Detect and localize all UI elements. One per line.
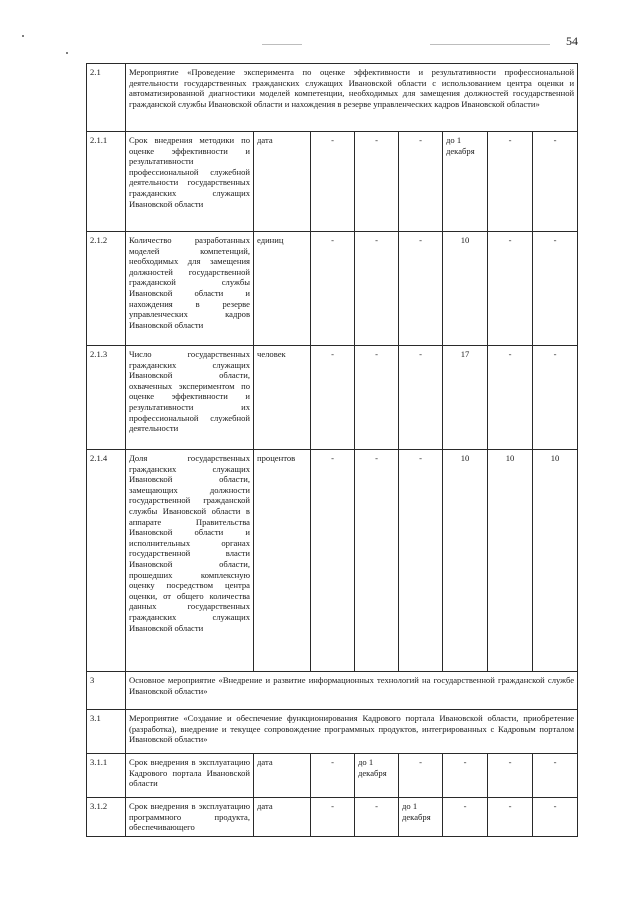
row-number: 2.1.2: [87, 232, 126, 346]
value-cell: -: [355, 450, 399, 672]
value-cell: 10: [488, 450, 533, 672]
value-cell: до 1 декабря: [399, 798, 443, 837]
section-text: Основное мероприятие «Внедрение и развитие информационных технологий на государственной гражданской службе Ивановской области»: [126, 672, 578, 710]
value-cell: -: [488, 346, 533, 450]
value-cell: до 1 декабря: [355, 754, 399, 798]
row-number: 3.1.2: [87, 798, 126, 837]
value-cell: -: [355, 132, 399, 232]
table-row-2-1-1: [87, 132, 578, 232]
table-row-2-1-2: [87, 232, 578, 346]
value-cell: -: [311, 450, 355, 672]
value-cell: -: [443, 754, 488, 798]
indicators-table: [86, 63, 578, 837]
value-cell: -: [399, 346, 443, 450]
table-row-3-1: [87, 710, 578, 754]
table-row-3: [87, 672, 578, 710]
value-cell: 17: [443, 346, 488, 450]
value-cell: -: [488, 754, 533, 798]
value-cell: -: [399, 132, 443, 232]
unit-cell: дата: [254, 132, 311, 232]
scan-dot: [66, 52, 68, 54]
value-cell: -: [311, 754, 355, 798]
value-cell: -: [399, 754, 443, 798]
value-cell: 10: [443, 232, 488, 346]
scan-dot: [22, 35, 24, 37]
value-cell: -: [533, 232, 578, 346]
value-cell: -: [311, 132, 355, 232]
value-cell: -: [399, 450, 443, 672]
unit-cell: человек: [254, 346, 311, 450]
indicator-name: Доля государственных гражданских служащих Ивановской области, замещающих должности государственной гражданской службы Ивановской области в аппарате Правительства Ивановской области и исполнительных органах государственной власти Ивановской области, прошедших комплексную оценку посредством центра оценки, от общего количества данных государственных гражданских служащих Ивановской области: [126, 450, 254, 672]
section-text: Мероприятие «Проведение эксперимента по оценке эффективности и результативности профессиональной деятельности государственных гражданских служащих Ивановской области с использованием центра оценки и автоматизированной диагностики моделей компетенции, необходимых для замещения должностей государственной гражданской службы Ивановской области и нахождения в резерве управленческих кадров Ивановской области»: [126, 64, 578, 132]
value-cell: -: [311, 798, 355, 837]
value-cell: -: [533, 132, 578, 232]
indicator-name: Срок внедрения в эксплуатацию Кадрового портала Ивановской области: [126, 754, 254, 798]
table-row-2-1-3: [87, 346, 578, 450]
value-cell: -: [355, 232, 399, 346]
value-cell: 10: [533, 450, 578, 672]
table-row-2-1: [87, 64, 578, 132]
scan-noise-line: [262, 44, 302, 45]
value-cell: -: [443, 798, 488, 837]
value-cell: -: [355, 346, 399, 450]
page-number: 54: [566, 34, 578, 48]
row-number: 2.1: [87, 64, 126, 132]
value-cell: -: [399, 232, 443, 346]
scan-noise-line: [430, 44, 550, 45]
indicator-name: Срок внедрения в эксплуатацию программного продукта, обеспечивающего: [126, 798, 254, 837]
value-cell: -: [488, 798, 533, 837]
value-cell: -: [488, 232, 533, 346]
value-cell: -: [311, 232, 355, 346]
value-cell: -: [533, 346, 578, 450]
indicator-name: Число государственных гражданских служащих Ивановской области, охваченных экспериментом по оценке эффективности и результативности их профессиональной служебной деятельности: [126, 346, 254, 450]
table-row-3-1-2: [87, 798, 578, 837]
row-number: 2.1.3: [87, 346, 126, 450]
unit-cell: дата: [254, 798, 311, 837]
value-cell: до 1 декабря: [443, 132, 488, 232]
table-row-3-1-1: [87, 754, 578, 798]
value-cell: -: [533, 754, 578, 798]
indicator-name: Срок внедрения методики по оценке эффективности и результативности профессиональной служебной деятельности государственных гражданских служащих Ивановской области: [126, 132, 254, 232]
row-number: 2.1.4: [87, 450, 126, 672]
unit-cell: процентов: [254, 450, 311, 672]
unit-cell: единиц: [254, 232, 311, 346]
row-number: 3: [87, 672, 126, 710]
table-row-2-1-4: [87, 450, 578, 672]
row-number: 3.1: [87, 710, 126, 754]
row-number: 2.1.1: [87, 132, 126, 232]
indicator-name: Количество разработанных моделей компетенций, необходимых для замещения должностей государственной гражданской службы Ивановской области и нахождения в резерве управленческих кадров Ивановской области: [126, 232, 254, 346]
section-text: Мероприятие «Создание и обеспечение функционирования Кадрового портала Ивановской области, приобретение (разработка), внедрение и текущее сопровождение программных продуктов, интегрированных с Кадровым порталом Ивановской области»: [126, 710, 578, 754]
row-number: 3.1.1: [87, 754, 126, 798]
unit-cell: дата: [254, 754, 311, 798]
value-cell: -: [533, 798, 578, 837]
value-cell: -: [355, 798, 399, 837]
value-cell: 10: [443, 450, 488, 672]
value-cell: -: [488, 132, 533, 232]
value-cell: -: [311, 346, 355, 450]
